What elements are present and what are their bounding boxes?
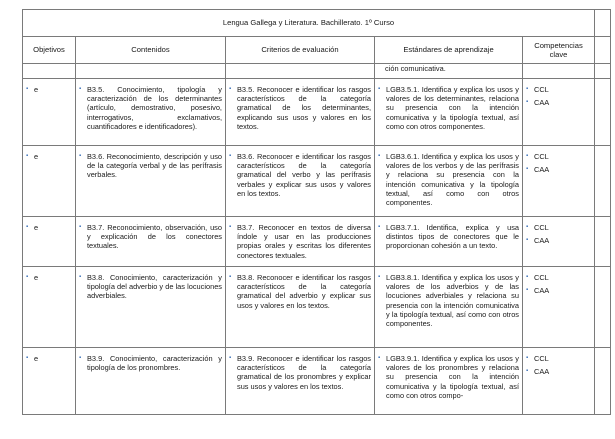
competencias-cell bbox=[523, 146, 595, 217]
contenidos-cell bbox=[76, 217, 226, 267]
competencia-item: ▪ CCL bbox=[526, 354, 591, 363]
cell-empty bbox=[23, 64, 76, 79]
continuation-row bbox=[23, 64, 611, 79]
criterios-cell bbox=[226, 217, 375, 267]
estandar-item: ▪ LGB3.6.1. Identifica y explica los usos y valores de los verbos y de las perífrasis y relaciona su presencia con la intención comunicativa y la tipología textual, así como con otros componentes. bbox=[378, 152, 519, 207]
blank-cell bbox=[595, 146, 611, 217]
objetivos-cell bbox=[23, 217, 76, 267]
objetivos-cell bbox=[23, 348, 76, 415]
header-row bbox=[23, 37, 611, 64]
competencia-item: ▪ CAA bbox=[526, 165, 591, 174]
table-title-row bbox=[23, 10, 611, 37]
contenido-item: ▪ B3.7. Reconocimiento, observación, uso y explicación de los conectores textuales. bbox=[79, 223, 222, 251]
contenido-item: ▪ B3.6. Reconocimiento, descripción y uso de la categoría verbal y de las perífrasis verbales. bbox=[79, 152, 222, 180]
competencia-item: ▪ CAA bbox=[526, 98, 591, 107]
competencia-item: ▪ CAA bbox=[526, 286, 591, 295]
table-row bbox=[23, 146, 611, 217]
estandar-item: ▪ LGB3.9.1. Identifica y explica los usos y valores de los pronombres y relaciona su presencia con la intención comunicativa y la tipología textual, así como con otros compo- bbox=[378, 354, 519, 400]
estandares-cell bbox=[375, 348, 523, 415]
header-contenidos: Contenidos bbox=[76, 37, 226, 64]
objetivos-cell bbox=[23, 146, 76, 217]
contenidos-cell bbox=[76, 348, 226, 415]
table-title: Lengua Gallega y Literatura. Bachillerato. 1º Curso bbox=[23, 10, 595, 37]
table-row bbox=[23, 267, 611, 348]
estandares-cell bbox=[375, 146, 523, 217]
contenido-item: ▪ B3.8. Conocimiento, caracterización y tipología del adverbio y de las locuciones adverbiales. bbox=[79, 273, 222, 301]
contenidos-cell bbox=[76, 79, 226, 146]
competencia-item: ▪ CCL bbox=[526, 223, 591, 232]
blank-cell bbox=[595, 37, 611, 64]
blank-cell bbox=[595, 348, 611, 415]
objetivos-cell bbox=[23, 79, 76, 146]
contenido-item: ▪ B3.5. Conocimiento, tipología y caracterización de los determinantes (artículo, demostrativo, posesivo, interrogativos, exclamativos, cuantificadores e identificadores). bbox=[79, 85, 222, 131]
objetivo-item: ▪ e bbox=[26, 152, 72, 161]
contenidos-cell bbox=[76, 267, 226, 348]
blank-cell bbox=[595, 217, 611, 267]
estandares-cell bbox=[375, 267, 523, 348]
criterios-cell bbox=[226, 348, 375, 415]
curriculum-table bbox=[22, 9, 611, 415]
objetivos-cell bbox=[23, 267, 76, 348]
header-estandares: Estándares de aprendizaje bbox=[375, 37, 523, 64]
table-row bbox=[23, 79, 611, 146]
cell-empty bbox=[226, 64, 375, 79]
table-row bbox=[23, 348, 611, 415]
objetivo-item: ▪ e bbox=[26, 85, 72, 94]
header-competencias: Competencias clave bbox=[523, 37, 595, 64]
estandares-cell bbox=[375, 217, 523, 267]
competencias-cell bbox=[523, 267, 595, 348]
criterios-cell bbox=[226, 267, 375, 348]
criterio-item: ▪ B3.8. Reconocer e identificar los rasgos característicos de la categoría gramatical del adverbio y explicar sus usos y valores en los textos. bbox=[229, 273, 371, 310]
competencia-item: ▪ CAA bbox=[526, 367, 591, 376]
criterios-cell bbox=[226, 146, 375, 217]
criterio-item: ▪ B3.9. Reconocer e identificar los rasgos característicos de la categoría gramatical de los pronombres y explicar sus usos y valores en los textos. bbox=[229, 354, 371, 391]
blank-cell bbox=[595, 267, 611, 348]
contenido-item: ▪ B3.9. Conocimiento, caracterización y tipología de los pronombres. bbox=[79, 354, 222, 372]
blank-cell bbox=[595, 64, 611, 79]
continuation-text: ción comunicativa. bbox=[375, 64, 523, 79]
estandar-item: ▪ LGB3.5.1. Identifica y explica los usos y valores de los determinantes, relaciona su presencia con la intención comunicativa y la tipología textual, así como con otros componentes. bbox=[378, 85, 519, 131]
competencia-item: ▪ CCL bbox=[526, 152, 591, 161]
estandar-item: ▪ LGB3.7.1. Identifica, explica y usa distintos tipos de conectores que le proporcionan cohesión a un texto. bbox=[378, 223, 519, 251]
competencia-item: ▪ CAA bbox=[526, 236, 591, 245]
competencias-cell bbox=[523, 217, 595, 267]
criterios-cell bbox=[226, 79, 375, 146]
objetivo-item: ▪ e bbox=[26, 354, 72, 363]
contenidos-cell bbox=[76, 146, 226, 217]
cell-empty bbox=[76, 64, 226, 79]
header-objetivos: Objetivos bbox=[23, 37, 76, 64]
competencias-cell bbox=[523, 79, 595, 146]
competencias-cell bbox=[523, 348, 595, 415]
estandares-cell bbox=[375, 79, 523, 146]
cell-empty bbox=[523, 64, 595, 79]
competencia-item: ▪ CCL bbox=[526, 85, 591, 94]
estandar-item: ▪ LGB3.8.1. Identifica y explica los usos y valores de los adverbios y de las locuciones adverbiales y relaciona su presencia con la intención comunicativa y la tipología textual, así como con otros componentes. bbox=[378, 273, 519, 328]
header-criterios: Criterios de evaluación bbox=[226, 37, 375, 64]
blank-cell bbox=[595, 10, 611, 37]
objetivo-item: ▪ e bbox=[26, 223, 72, 232]
blank-cell bbox=[595, 79, 611, 146]
criterio-item: ▪ B3.7. Reconocer en textos de diversa índole y usar en las producciones propias orales y escritas los diferentes conectores textuales. bbox=[229, 223, 371, 260]
competencia-item: ▪ CCL bbox=[526, 273, 591, 282]
table-row bbox=[23, 217, 611, 267]
criterio-item: ▪ B3.5. Reconocer e identificar los rasgos característicos de la categoría gramatical de los determinantes, explicando sus usos y valores en los textos. bbox=[229, 85, 371, 131]
objetivo-item: ▪ e bbox=[26, 273, 72, 282]
criterio-item: ▪ B3.6. Reconocer e identificar los rasgos característicos de la categoría gramatical del verbo y las perífrasis verbales y explicar sus usos y valores en los textos. bbox=[229, 152, 371, 198]
